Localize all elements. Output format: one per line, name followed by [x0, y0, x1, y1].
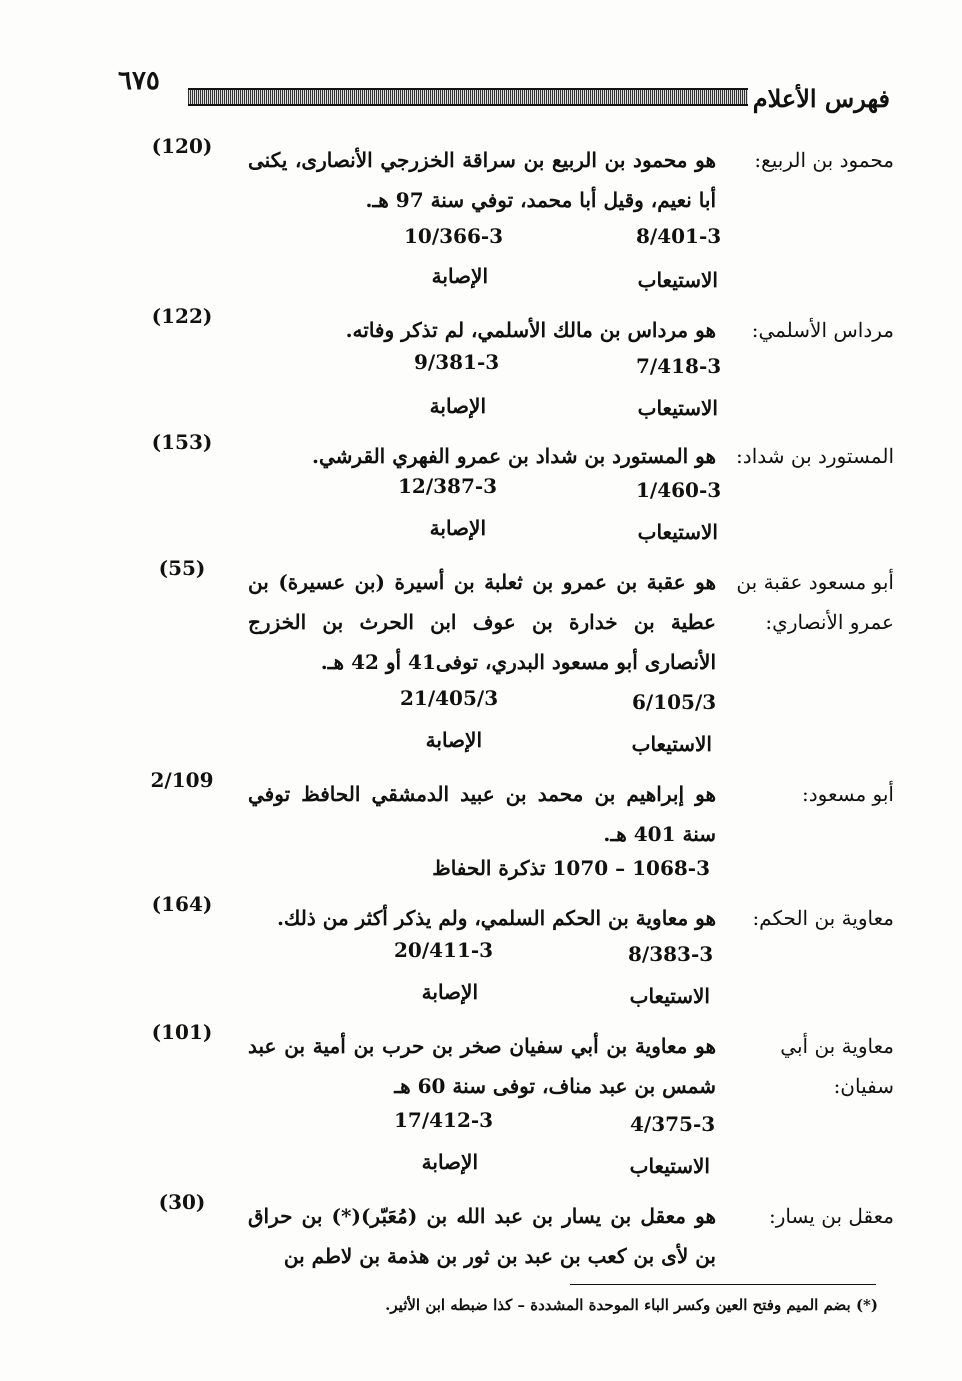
- entry-ref: 2/109: [150, 768, 214, 792]
- istiab-ref: 7/418-3: [636, 354, 722, 378]
- header-rule: [188, 88, 748, 106]
- isaba-label: الإصابة: [421, 1150, 478, 1174]
- entry-description: هو عقبة بن عمرو بن ثعلبة بن أسيرة (بن عسيرة) بن عطية بن خدارة بن عوف ابن الحرث بن الخزرج الأنصارى أبو مسعود البدري، توفى41 أو 42 هـ.: [248, 570, 716, 674]
- entry-name: أبو مسعود عقبة بن عمرو الأنصاري:: [736, 570, 894, 634]
- entry-ref: (153): [151, 430, 213, 454]
- entry-description: هو معاوية بن أبي سفيان صخر بن حرب بن أمية بن عبد شمس بن عبد مناف، توفى سنة 60 هـ: [248, 1034, 716, 1098]
- entry-description: هو مرداس بن مالك الأسلمي، لم تذكر وفاته.: [345, 318, 716, 342]
- istiab-label: الاستيعاب: [637, 268, 718, 292]
- isaba-label: الإصابة: [431, 264, 488, 288]
- entry-ref: (122): [151, 304, 213, 328]
- istiab-label: الاستيعاب: [629, 1154, 710, 1178]
- entry-ref: (120): [151, 134, 213, 158]
- entry-name: مرداس الأسلمي:: [751, 318, 894, 342]
- entry-ref: (55): [158, 556, 206, 580]
- entry-description: هو إبراهيم بن محمد بن عبيد الدمشقي الحافظ توفي سنة 401 هـ.: [248, 782, 716, 846]
- running-title: فهرس الأعلام: [752, 84, 890, 113]
- isaba-ref: 17/412-3: [394, 1108, 494, 1132]
- isaba-label: الإصابة: [421, 980, 478, 1004]
- entry-name: معقل بن يسار:: [768, 1204, 894, 1228]
- tadhkira-ref: 1068-3 – 1070 تذكرة الحفاظ: [432, 856, 710, 880]
- entry-description: هو المستورد بن شداد بن عمرو الفهري القرشي.: [312, 444, 716, 468]
- istiab-ref: 1/460-3: [636, 478, 722, 502]
- entry-ref: (164): [151, 892, 213, 916]
- entry-name: أبو مسعود:: [802, 782, 894, 806]
- entry-ref: (101): [151, 1020, 213, 1044]
- footnote-rule: [570, 1284, 876, 1285]
- istiab-ref: 8/401-3: [636, 224, 722, 248]
- istiab-label: الاستيعاب: [631, 732, 712, 756]
- istiab-ref: 8/383-3: [628, 942, 714, 966]
- footnote: (*) بضم الميم وفتح العين وكسر الباء الموحدة المشددة – كذا ضبطه ابن الأثير.: [385, 1296, 878, 1314]
- istiab-label: الاستيعاب: [637, 520, 718, 544]
- isaba-ref: 20/411-3: [394, 938, 494, 962]
- istiab-ref: 4/375-3: [630, 1112, 716, 1136]
- entry-name: معاوية بن الحكم:: [752, 906, 894, 930]
- isaba-label: الإصابة: [425, 728, 482, 752]
- istiab-label: الاستيعاب: [637, 396, 718, 420]
- entry-description: هو معقل بن يسار بن عبد الله بن (مُعَبّر)(*) بن حراق بن لأى بن كعب بن عبد بن ثور بن هذمة بن لاطم بن: [248, 1204, 716, 1268]
- entry-name: معاوية بن أبي سفيان:: [780, 1034, 894, 1098]
- isaba-label: الإصابة: [429, 394, 486, 418]
- isaba-ref: 10/366-3: [404, 224, 504, 248]
- entry-description: هو محمود بن الربيع بن سراقة الخزرجي الأنصارى، يكنى أبا نعيم، وقيل أبا محمد، توفي سنة 97 هـ.: [248, 148, 716, 212]
- istiab-label: الاستيعاب: [629, 984, 710, 1008]
- isaba-label: الإصابة: [429, 516, 486, 540]
- entry-name: المستورد بن شداد:: [736, 444, 894, 468]
- istiab-ref: 6/105/3: [632, 690, 717, 714]
- isaba-ref: 21/405/3: [400, 686, 499, 710]
- entry-name: محمود بن الربيع:: [754, 148, 894, 172]
- isaba-ref: 12/387-3: [398, 474, 498, 498]
- entry-description: هو معاوية بن الحكم السلمي، ولم يذكر أكثر من ذلك.: [276, 906, 716, 930]
- entry-ref: (30): [158, 1190, 206, 1214]
- isaba-ref: 9/381-3: [414, 350, 500, 374]
- page-number: ٦٧٥: [118, 66, 160, 96]
